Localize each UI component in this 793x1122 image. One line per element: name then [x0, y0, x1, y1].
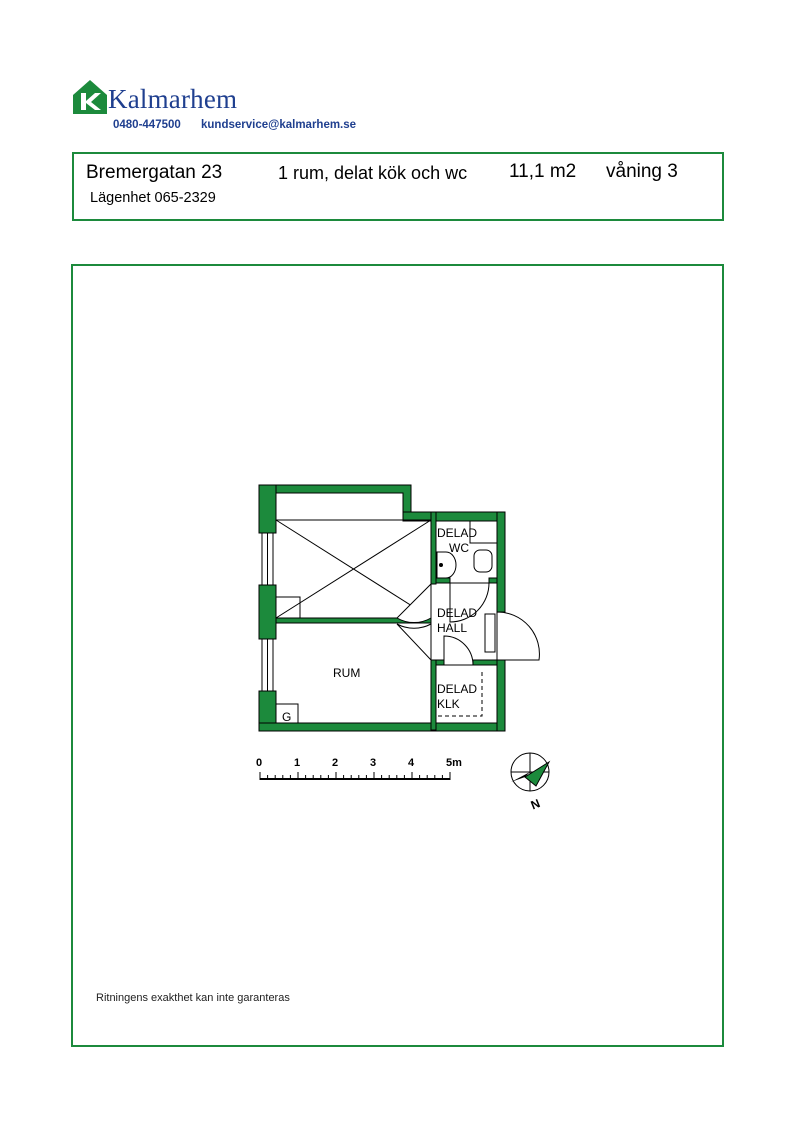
wall-right-lower — [497, 660, 505, 731]
apartment-number: Lägenhet 065-2329 — [90, 190, 216, 206]
compass-north-label: N — [528, 796, 543, 813]
scale-labels — [256, 757, 462, 769]
label-wc-1: DELAD — [437, 526, 478, 540]
door-room-lower — [397, 624, 431, 660]
sink — [474, 550, 492, 572]
label-g: G — [282, 710, 292, 724]
wall-interior-upper — [431, 512, 436, 584]
scale-label-2: 2 — [332, 757, 339, 769]
label-hall-2: HALL — [437, 621, 468, 635]
door-klk — [444, 636, 473, 665]
apartment-area: 11,1 m2 — [509, 161, 577, 182]
wall-wc-hall-right — [489, 578, 497, 583]
wall-hall-klk — [436, 660, 444, 665]
apartment-floor: våning 3 — [606, 161, 678, 182]
door-entrance — [497, 612, 539, 660]
doors — [397, 583, 539, 665]
address: Bremergatan 23 — [86, 162, 223, 183]
door-room-upper — [397, 584, 431, 623]
brand-name: Kalmarhem — [108, 84, 238, 114]
label-wc-2: WC — [449, 541, 469, 555]
wall-bottom — [259, 723, 505, 731]
scale-label-4: 4 — [408, 757, 415, 769]
wall-interior-lower — [431, 660, 436, 730]
label-klk-1: DELAD — [437, 682, 478, 696]
disclaimer: Ritningens exakthet kan inte garanteras — [96, 992, 290, 1004]
north-arrow-icon — [511, 753, 549, 812]
scale-label-1: 1 — [294, 757, 301, 769]
door-leaf-entrance — [485, 614, 495, 652]
scale-label-3: 3 — [370, 757, 377, 769]
scale-label-0: 0 — [256, 757, 263, 769]
label-hall-1: DELAD — [437, 606, 478, 620]
wall-left-upper — [259, 485, 276, 533]
wall-right-upper — [497, 512, 505, 612]
scale-bar — [260, 772, 450, 780]
scale-label-5m: 5m — [446, 757, 462, 769]
wall-wc-hall — [436, 578, 450, 583]
wall-hall-klk-right — [473, 660, 497, 665]
label-rum: RUM — [333, 666, 361, 680]
apartment-description: 1 rum, delat kök och wc — [278, 163, 468, 183]
wardrobe — [276, 597, 300, 618]
label-klk-2: KLK — [437, 697, 460, 711]
wall-left-middle — [259, 585, 276, 639]
wall-top-left — [259, 485, 411, 512]
phone-number: 0480-447500 — [113, 119, 181, 131]
email-address: kundservice@kalmarhem.se — [201, 119, 357, 131]
